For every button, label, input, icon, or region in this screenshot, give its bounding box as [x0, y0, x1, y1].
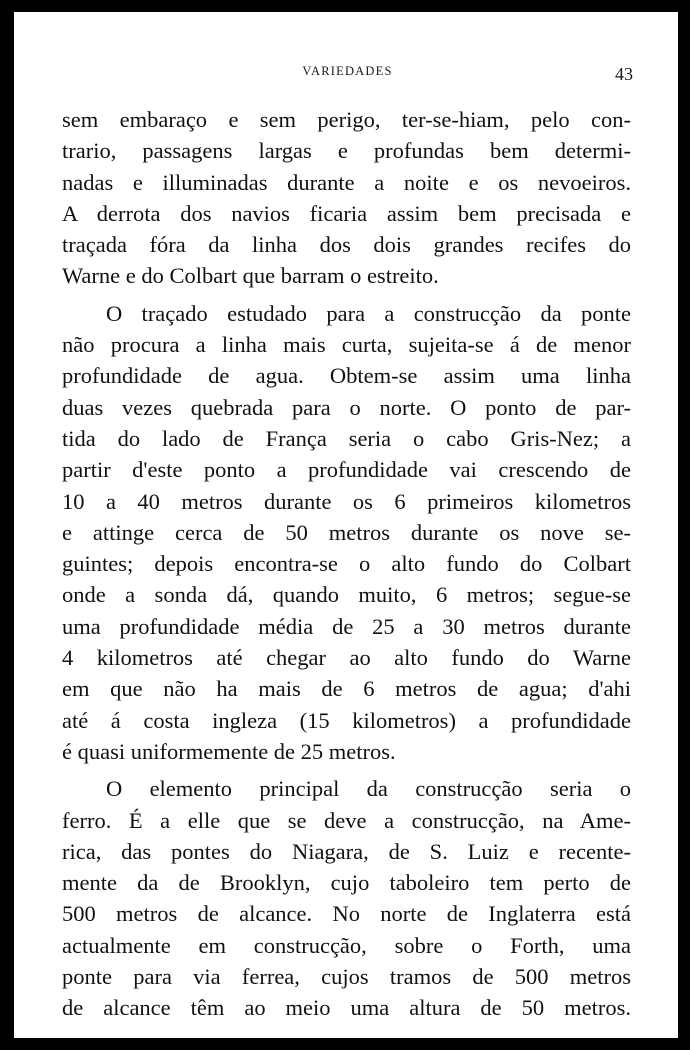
- text-line: duas vezes quebrada para o norte. O ponto de par-: [62, 394, 631, 420]
- running-title: VARIEDADES: [302, 64, 393, 78]
- text-line: A derrota dos navios ficaria assim bem precisada e: [62, 200, 631, 226]
- paragraph-2: [62, 298, 631, 767]
- page-number: 43: [615, 64, 633, 84]
- text-line: 10 a 40 metros durante os 6 primeiros kilometros: [62, 488, 631, 514]
- text-line: ponte para via ferrea, cujos tramos de 500 metros: [62, 964, 631, 990]
- book-page: [14, 12, 678, 1038]
- text-line: é quasi uniformemente de 25 metros.: [62, 738, 396, 764]
- text-line: tida do lado de França seria o cabo Gris-Nez; a: [62, 425, 631, 451]
- text-line: nadas e illuminadas durante a noite e os nevoeiros.: [62, 169, 631, 195]
- text-line: partir d'este ponto a profundidade vai crescendo de: [62, 457, 631, 483]
- text-line: onde a sonda dá, quando muito, 6 metros; segue-se: [62, 582, 631, 608]
- text-line: sem embaraço e sem perigo, ter-se-hiam, pelo con-: [62, 107, 631, 132]
- text-line: actualmente em construcção, sobre o Forth, uma: [62, 932, 631, 958]
- text-line: traçada fóra da linha dos dois grandes recifes do: [62, 232, 631, 258]
- text-line: Warne e do Colbart que barram o estreito.: [62, 263, 439, 289]
- text-line: até á costa ingleza (15 kilometros) a profundidade: [62, 707, 631, 733]
- text-line: uma profundidade média de 25 a 30 metros durante: [62, 613, 631, 639]
- text-line: de alcance têm ao meio uma altura de 50 metros.: [62, 995, 631, 1021]
- text-line: trario, passagens largas e profundas bem determi-: [62, 138, 631, 164]
- text-line: O elemento principal da construcção seria o: [106, 776, 631, 802]
- text-line: mente da de Brooklyn, cujo taboleiro tem perto de: [62, 870, 631, 896]
- text-line: O traçado estudado para a construcção da ponte: [106, 300, 631, 326]
- text-line: em que não ha mais de 6 metros de agua; d'ahi: [62, 676, 631, 702]
- text-line: não procura a linha mais curta, sujeita-se á de menor: [62, 332, 631, 358]
- paragraph-3: [62, 773, 631, 1023]
- page-header: [62, 64, 633, 92]
- text-line: guintes; depois encontra-se o alto fundo do Colbart: [62, 551, 631, 577]
- body-text: [62, 104, 631, 1030]
- text-line: ferro. É a elle que se deve a construcção, na Ame-: [62, 807, 631, 833]
- text-line: 4 kilometros até chegar ao alto fundo do Warne: [62, 645, 631, 671]
- text-line: 500 metros de alcance. No norte de Inglaterra está: [62, 901, 631, 927]
- text-line: profundidade de agua. Obtem-se assim uma linha: [62, 363, 631, 389]
- text-line: e attinge cerca de 50 metros durante os nove se-: [62, 519, 631, 545]
- text-line: rica, das pontes do Niagara, de S. Luiz e recente-: [62, 838, 631, 864]
- paragraph-1: [62, 104, 631, 292]
